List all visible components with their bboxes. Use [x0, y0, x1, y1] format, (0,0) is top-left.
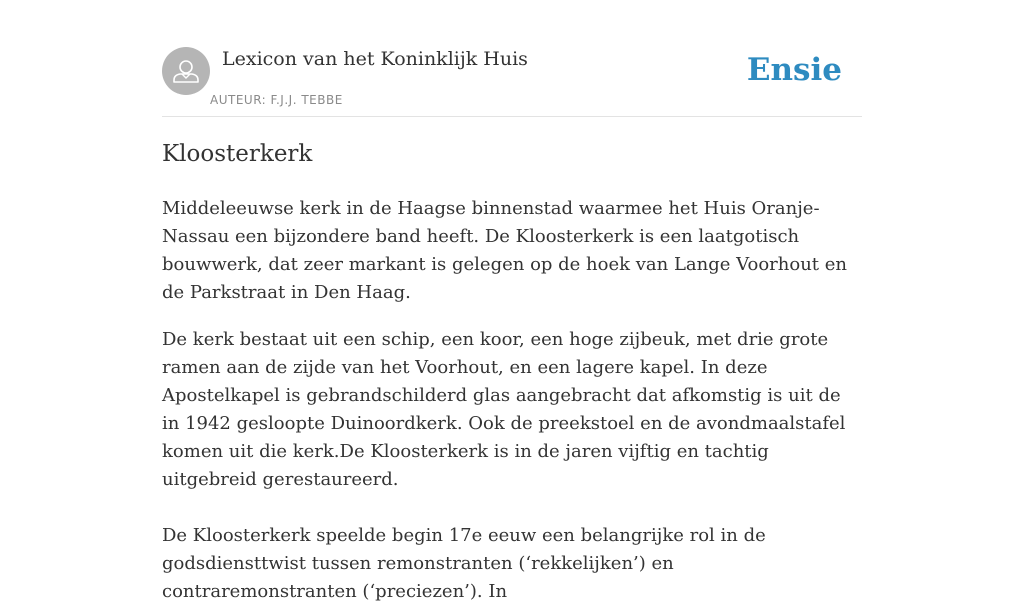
- brand-logo[interactable]: Ensie: [746, 52, 842, 88]
- article-body: [162, 138, 862, 606]
- document-header: [162, 44, 862, 117]
- article-paragraph: De kerk bestaat uit een schip, een koor, een hoge zijbeuk, met drie grote ramen aan de zijde van het Voorhout, en een lagere kapel. In deze Apostelkapel is gebrandschilderd glas aangebracht dat afkomstig is uit de in 1942 gesloopte Duinoordkerk. Ook de preekstoel en de avondmaalstafel komen uit die kerk.De Kloosterkerk is in de jaren vijftig en tachtig uitgebreid gerestaureerd.: [162, 329, 846, 490]
- article-title: Kloosterkerk: [162, 141, 313, 167]
- user-avatar-icon: [162, 47, 210, 95]
- author-byline[interactable]: AUTEUR: F.J.J. TEBBE: [210, 93, 343, 107]
- article-paragraph: Middeleeuwse kerk in de Haagse binnenstad waarmee het Huis Oranje-Nassau een bijzondere band heeft. De Kloosterkerk is een laatgotisch bouwwerk, dat zeer markant is gelegen op de hoek van Lange Voorhout en de Parkstraat in Den Haag.: [162, 198, 848, 303]
- article-paragraph: De Kloosterkerk speelde begin 17e eeuw een belangrijke rol in de godsdiensttwist tussen remonstranten (‘rekkelijken’) en contraremonstranten (‘preciezen’). In: [162, 525, 766, 602]
- collection-title[interactable]: Lexicon van het Koninklijk Huis: [222, 48, 528, 70]
